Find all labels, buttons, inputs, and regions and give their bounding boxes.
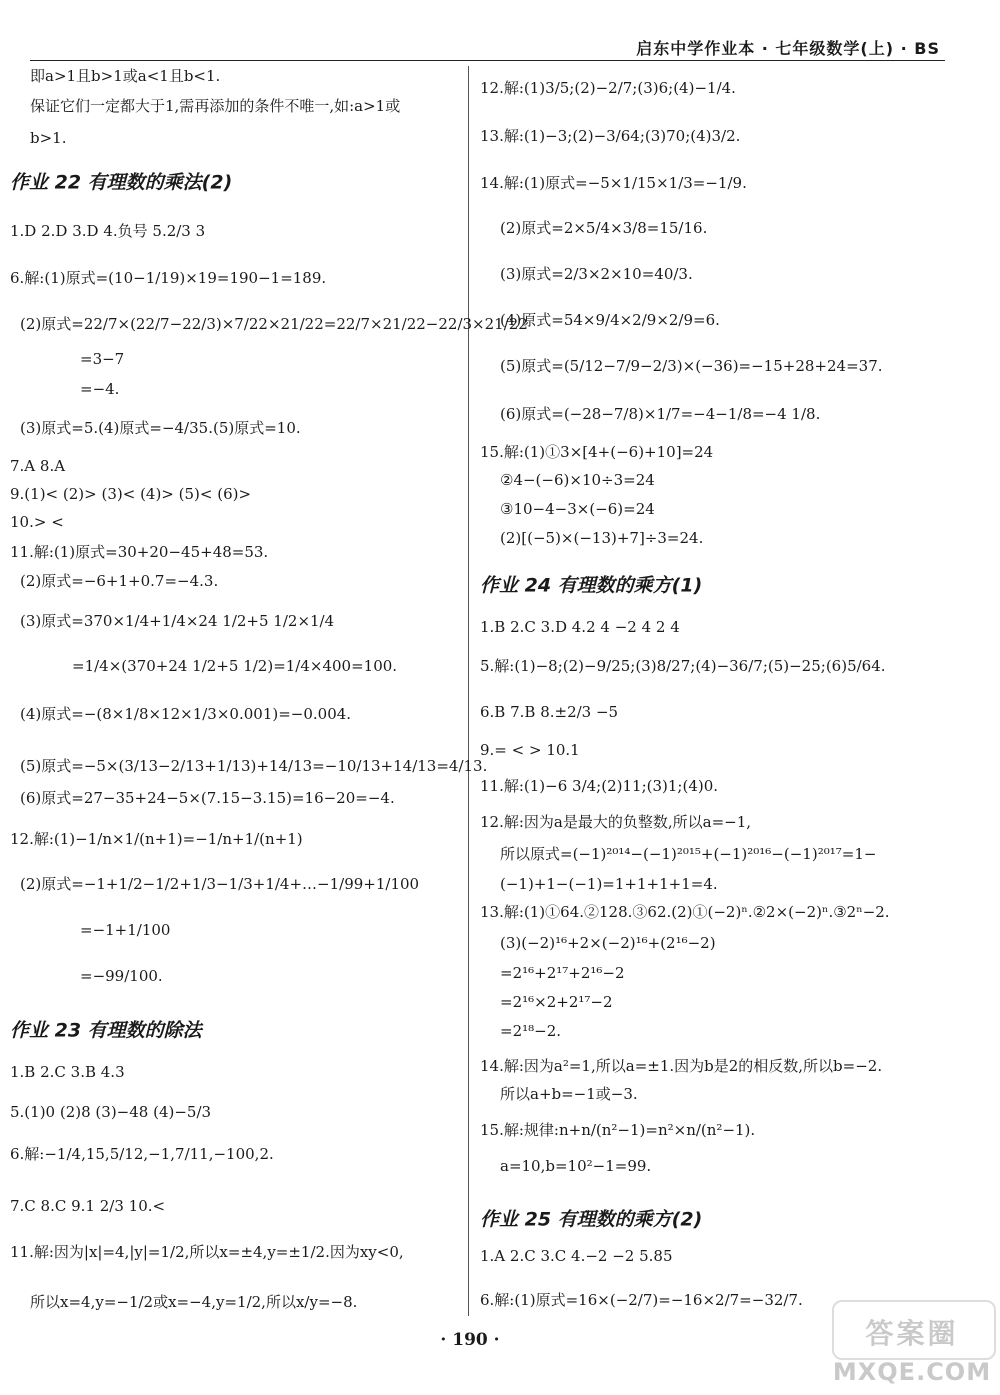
answer-line: 15.解:(1)①3×[4+(−6)+10]=24 xyxy=(480,443,714,461)
answer-line: 6.解:−1/4,15,5/12,−1,7/11,−100,2. xyxy=(10,1145,274,1163)
answer-line: 13.解:(1)①64.②128.③62.(2)①(−2)ⁿ.②2×(−2)ⁿ.③2ⁿ−2. xyxy=(480,903,890,921)
answer-line: a=10,b=10²−1=99. xyxy=(500,1157,652,1175)
answer-line: 1.D 2.D 3.D 4.负号 5.2/3 3 xyxy=(10,222,206,240)
column-divider xyxy=(468,66,469,1316)
right-column xyxy=(480,66,955,1316)
answer-line: (3)原式=370×1/4+1/4×24 1/2+5 1/2×1/4 xyxy=(20,612,335,630)
answer-line: =−99/100. xyxy=(80,967,163,985)
answer-line: 5.解:(1)−8;(2)−9/25;(3)8/27;(4)−36/7;(5)−25;(6)5/64. xyxy=(480,657,886,675)
answer-line: 6.B 7.B 8.±2/3 −5 xyxy=(480,703,619,721)
answer-line: (3)原式=2/3×2×10=40/3. xyxy=(500,265,693,283)
answer-line: 1.A 2.C 3.C 4.−2 −2 5.85 xyxy=(480,1247,673,1265)
answer-line: 12.解:因为a是最大的负整数,所以a=−1, xyxy=(480,813,752,831)
answer-line: ③10−4−3×(−6)=24 xyxy=(500,500,655,518)
answer-line: (5)原式=(5/12−7/9−2/3)×(−36)=−15+28+24=37. xyxy=(500,357,883,375)
answer-line: =2¹⁶+2¹⁷+2¹⁶−2 xyxy=(500,964,625,982)
left-column xyxy=(10,66,528,1316)
answer-line: 7.C 8.C 9.1 2/3 10.< xyxy=(10,1197,166,1215)
answer-line: 12.解:(1)3/5;(2)−2/7;(3)6;(4)−1/4. xyxy=(480,79,736,97)
answer-line: (6)原式=27−35+24−5×(7.15−3.15)=16−20=−4. xyxy=(20,789,395,807)
answer-line: =3−7 xyxy=(80,350,125,368)
page-number: · 190 · xyxy=(440,1330,500,1350)
section-heading: 作业 24 有理数的乘方(1) xyxy=(480,574,703,597)
page-header-title: 启东中学作业本 · 七年级数学(上) · BS xyxy=(636,39,940,58)
answer-line: 9.(1)< (2)> (3)< (4)> (5)< (6)> xyxy=(10,485,252,503)
watermark-text: 答案圈 xyxy=(865,1317,959,1350)
section-heading: 作业 23 有理数的除法 xyxy=(10,1019,202,1042)
answer-line: (5)原式=−5×(3/13−2/13+1/13)+14/13=−10/13+14/13=4/13. xyxy=(20,757,488,775)
answer-line: =−1+1/100 xyxy=(80,921,171,939)
answer-line: 1.B 2.C 3.D 4.2 4 −2 4 2 4 xyxy=(480,618,680,636)
answer-line: (2)原式=−6+1+0.7=−4.3. xyxy=(20,572,219,590)
answer-line: (4)原式=54×9/4×2/9×2/9=6. xyxy=(500,311,720,329)
answer-line: 11.解:(1)原式=30+20−45+48=53. xyxy=(10,543,269,561)
answer-line: 保证它们一定都大于1,需再添加的条件不唯一,如:a>1或 xyxy=(30,97,401,115)
answer-line: 14.解:(1)原式=−5×1/15×1/3=−1/9. xyxy=(480,174,747,192)
answer-line: 所以a+b=−1或−3. xyxy=(500,1085,638,1103)
answer-line: (4)原式=−(8×1/8×12×1/3×0.001)=−0.004. xyxy=(20,705,352,723)
answer-line: 10.> < xyxy=(10,513,64,531)
answer-line: 15.解:规律:n+n/(n²−1)=n²×n/(n²−1). xyxy=(480,1121,756,1139)
answer-line: 即a>1且b>1或a<1且b<1. xyxy=(30,67,221,85)
answer-line: =2¹⁶×2+2¹⁷−2 xyxy=(500,993,613,1011)
section-heading: 作业 22 有理数的乘法(2) xyxy=(10,171,233,194)
answer-line: (2)原式=22/7×(22/7−22/3)×7/22×21/22=22/7×21/22−22/3×21/22 xyxy=(20,315,528,333)
answer-line: =1/4×(370+24 1/2+5 1/2)=1/4×400=100. xyxy=(72,657,398,675)
answer-line: 6.解:(1)原式=16×(−2/7)=−16×2/7=−32/7. xyxy=(480,1291,803,1309)
answer-line: b>1. xyxy=(30,129,67,147)
answer-line: =2¹⁸−2. xyxy=(500,1022,562,1040)
answer-line: 11.解:因为|x|=4,|y|=1/2,所以x=±4,y=±1/2.因为xy<0, xyxy=(10,1243,404,1261)
answer-line: 所以x=4,y=−1/2或x=−4,y=1/2,所以x/y=−8. xyxy=(30,1293,358,1311)
answer-line: 所以原式=(−1)²⁰¹⁴−(−1)²⁰¹⁵+(−1)²⁰¹⁶−(−1)²⁰¹⁷=1− xyxy=(500,845,877,863)
answer-line: ②4−(−6)×10÷3=24 xyxy=(500,471,655,489)
answer-line: 12.解:(1)−1/n×1/(n+1)=−1/n+1/(n+1) xyxy=(10,830,303,848)
answer-line: (−1)+1−(−1)=1+1+1+1=4. xyxy=(500,875,718,893)
answer-line: 13.解:(1)−3;(2)−3/64;(3)70;(4)3/2. xyxy=(480,127,741,145)
answer-line: 5.(1)0 (2)8 (3)−48 (4)−5/3 xyxy=(10,1103,212,1121)
section-heading: 作业 25 有理数的乘方(2) xyxy=(480,1208,703,1231)
answer-line: 11.解:(1)−6 3/4;(2)11;(3)1;(4)0. xyxy=(480,777,719,795)
answer-line: (2)原式=2×5/4×3/8=15/16. xyxy=(500,219,708,237)
answer-line: 7.A 8.A xyxy=(10,457,66,475)
answer-line: 9.= < > 10.1 xyxy=(480,741,580,759)
answer-line: =−4. xyxy=(80,380,120,398)
header-rule xyxy=(30,60,945,61)
answer-line: (6)原式=(−28−7/8)×1/7=−4−1/8=−4 1/8. xyxy=(500,405,821,423)
watermark-url: MXQE.COM xyxy=(832,1358,992,1386)
answer-line: (3)(−2)¹⁶+2×(−2)¹⁶+(2¹⁶−2) xyxy=(500,934,716,952)
answer-line: (2)[(−5)×(−13)+7]÷3=24. xyxy=(500,529,704,547)
answer-line: 6.解:(1)原式=(10−1/19)×19=190−1=189. xyxy=(10,269,327,287)
watermark xyxy=(832,1300,992,1390)
answer-line: (2)原式=−1+1/2−1/2+1/3−1/3+1/4+…−1/99+1/100 xyxy=(20,875,420,893)
answer-line: 1.B 2.C 3.B 4.3 xyxy=(10,1063,125,1081)
answer-line: 14.解:因为a²=1,所以a=±1.因为b是2的相反数,所以b=−2. xyxy=(480,1057,883,1075)
answer-line: (3)原式=5.(4)原式=−4/35.(5)原式=10. xyxy=(20,419,301,437)
